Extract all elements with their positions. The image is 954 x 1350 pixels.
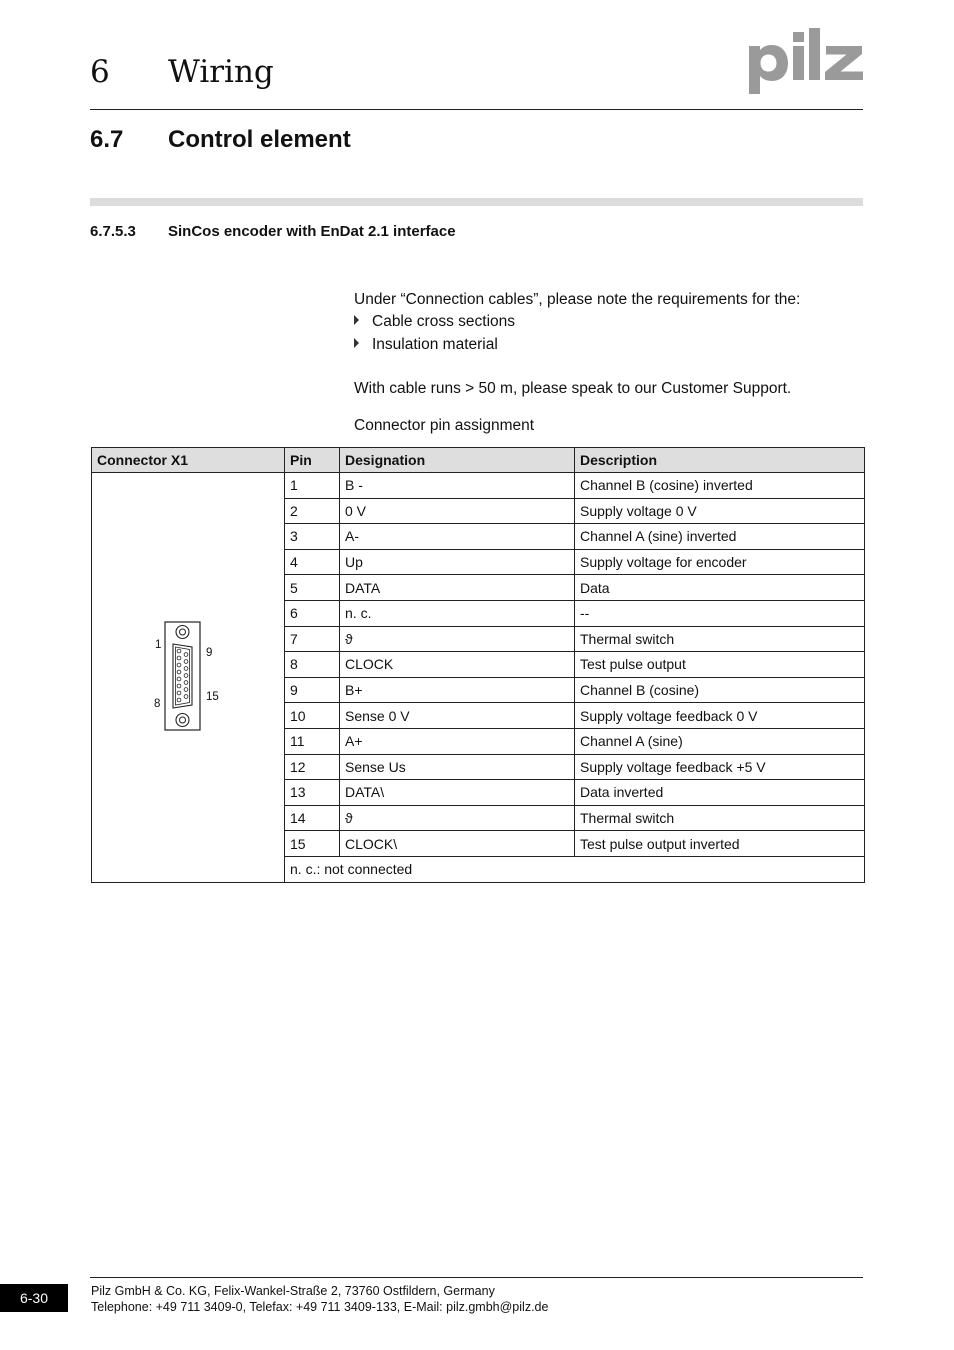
subsection-title: SinCos encoder with EnDat 2.1 interface (168, 223, 456, 240)
designation-cell: Up (340, 549, 575, 575)
designation-cell: CLOCK (340, 652, 575, 678)
pin-cell: 4 (285, 549, 340, 575)
sub-d-15-connector-icon (147, 619, 227, 735)
footer-address: Pilz GmbH & Co. KG, Felix-Wankel-Straße 2, 73760 Ostfildern, Germany (91, 1284, 495, 1298)
pin-cell: 12 (285, 754, 340, 780)
designation-cell: ϑ (340, 626, 575, 652)
description-cell: Supply voltage for encoder (575, 549, 865, 575)
connector-pin-label-1: 1 (155, 639, 162, 651)
bullet-label: Cable cross sections (372, 313, 516, 330)
description-cell: Data (575, 575, 865, 601)
pin-cell: 13 (285, 780, 340, 806)
section-band (90, 198, 863, 206)
section-title: Control element (168, 126, 351, 153)
designation-cell: B+ (340, 677, 575, 703)
pin-cell: 14 (285, 805, 340, 831)
table-row (92, 473, 865, 499)
header-description: Description (575, 448, 865, 473)
chapter-number: 6 (90, 54, 110, 90)
description-cell: -- (575, 600, 865, 626)
pin-cell: 5 (285, 575, 340, 601)
connector-pin-label-15: 15 (206, 691, 219, 703)
bullet-arrow-icon (354, 338, 359, 348)
header-designation: Designation (340, 448, 575, 473)
description-cell: Test pulse output inverted (575, 831, 865, 857)
connector-cell (92, 473, 285, 883)
pin-cell: 8 (285, 652, 340, 678)
designation-cell: ϑ (340, 805, 575, 831)
designation-cell: B - (340, 473, 575, 499)
connector-pin-label-8: 8 (154, 698, 161, 710)
designation-cell: DATA\ (340, 780, 575, 806)
table-header-row (92, 448, 865, 473)
pin-assignment-table (91, 447, 865, 883)
page-number: 6-30 (0, 1284, 68, 1312)
designation-cell: Sense 0 V (340, 703, 575, 729)
designation-cell: A+ (340, 728, 575, 754)
pin-cell: 3 (285, 524, 340, 550)
designation-cell: Sense Us (340, 754, 575, 780)
header-connector: Connector X1 (92, 448, 285, 473)
bullet-label: Insulation material (372, 336, 498, 353)
pin-cell: 2 (285, 498, 340, 524)
description-cell: Supply voltage feedback +5 V (575, 754, 865, 780)
description-cell: Thermal switch (575, 626, 865, 652)
section-number: 6.7 (90, 126, 124, 153)
footer-contact: Telephone: +49 711 3409-0, Telefax: +49 711 3409-133, E-Mail: pilz.gmbh@pilz.de (91, 1300, 549, 1314)
table-caption: Connector pin assignment (354, 417, 535, 434)
pin-cell: 1 (285, 473, 340, 499)
designation-cell: 0 V (340, 498, 575, 524)
description-cell: Channel A (sine) inverted (575, 524, 865, 550)
pin-cell: 9 (285, 677, 340, 703)
designation-cell: n. c. (340, 600, 575, 626)
pin-cell: 15 (285, 831, 340, 857)
table-footnote: n. c.: not connected (285, 856, 865, 882)
designation-cell: DATA (340, 575, 575, 601)
description-cell: Data inverted (575, 780, 865, 806)
pin-cell: 11 (285, 728, 340, 754)
description-cell: Supply voltage feedback 0 V (575, 703, 865, 729)
header-pin: Pin (285, 448, 340, 473)
pin-cell: 6 (285, 600, 340, 626)
description-cell: Supply voltage 0 V (575, 498, 865, 524)
pin-cell: 7 (285, 626, 340, 652)
description-cell: Channel A (sine) (575, 728, 865, 754)
support-note: With cable runs > 50 m, please speak to our Customer Support. (354, 380, 792, 397)
description-cell: Thermal switch (575, 805, 865, 831)
designation-cell: A- (340, 524, 575, 550)
description-cell: Channel B (cosine) (575, 677, 865, 703)
pilz-logo (747, 26, 865, 94)
bullet-arrow-icon (354, 315, 359, 325)
connector-pin-label-9: 9 (206, 647, 213, 659)
header-rule (90, 109, 863, 110)
subsection-number: 6.7.5.3 (90, 223, 136, 240)
footer-rule (90, 1277, 863, 1278)
bullet-item (354, 335, 498, 355)
description-cell: Test pulse output (575, 652, 865, 678)
chapter-title: Wiring (168, 54, 274, 90)
designation-cell: CLOCK\ (340, 831, 575, 857)
description-cell: Channel B (cosine) inverted (575, 473, 865, 499)
bullet-item (354, 312, 515, 332)
pin-cell: 10 (285, 703, 340, 729)
intro-note: Under “Connection cables”, please note the requirements for the: (354, 291, 801, 308)
